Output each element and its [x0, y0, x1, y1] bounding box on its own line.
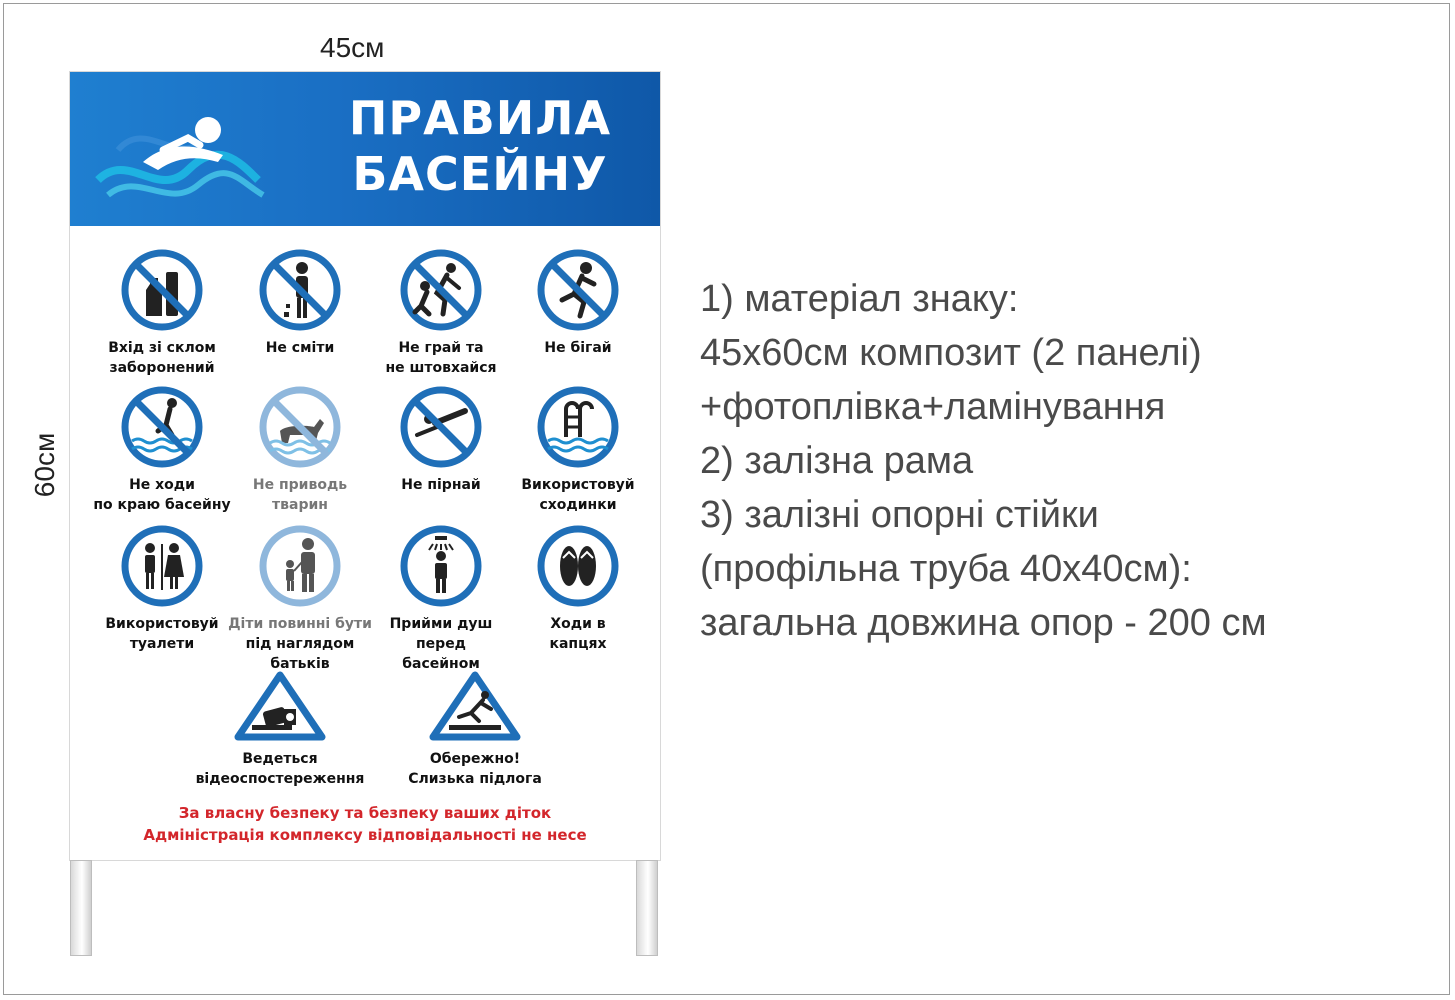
support-post-left	[70, 860, 92, 956]
sign-title	[310, 90, 650, 202]
rule-label-line: Не бігай	[544, 340, 612, 356]
rule-no-walking-edge	[87, 385, 237, 515]
rule-label-line: тварин	[272, 497, 328, 513]
warning-cctv	[180, 669, 380, 789]
no-running-icon	[536, 248, 620, 332]
rule-label-line: Прийми душ	[389, 616, 493, 632]
children-supervision-icon	[258, 524, 342, 608]
spec-line: загальна довжина опор - 200 см	[700, 602, 1267, 644]
warning-label-line: Слизька підлога	[408, 771, 542, 787]
rule-label-line: капцях	[549, 636, 607, 652]
no-glass-icon	[120, 248, 204, 332]
rule-label-line: туалети	[129, 636, 195, 652]
spec-line: 45x60см композит (2 панелі)	[700, 332, 1202, 374]
no-diving-icon	[399, 385, 483, 469]
swimmer-logo-icon	[88, 90, 268, 210]
rule-label-line: Не сміти	[265, 340, 335, 356]
rule-label-line: Використовуй	[105, 616, 219, 632]
spec-line: +фотоплівка+ламінування	[700, 386, 1166, 428]
rule-label-line: Не ходи	[129, 477, 195, 493]
rule-label-line: басейном	[402, 656, 480, 672]
title-line-2: БАСЕЙНУ	[352, 147, 608, 201]
rule-label-line: Не грай та	[398, 340, 484, 356]
specifications-text	[700, 272, 1267, 650]
use-ladder-icon	[536, 385, 620, 469]
rule-label-line: заборонений	[109, 360, 215, 376]
rule-label-line: Ходи в	[550, 616, 606, 632]
pool-rules-sign	[70, 72, 660, 860]
spec-line: 2) залізна рама	[700, 440, 974, 482]
rule-no-diving	[366, 385, 516, 495]
disclaimer-line-2: Адміністрація комплексу відповідальності не несе	[143, 826, 587, 844]
height-dimension-label: 60см	[29, 432, 60, 498]
rule-no-pushing	[366, 248, 516, 378]
warning-slippery-floor	[375, 669, 575, 789]
width-dimension-label: 45см	[320, 32, 385, 63]
rule-shower	[366, 524, 516, 674]
rule-label-line: Не пірнай	[401, 477, 481, 493]
warning-label-line: Обережно!	[429, 751, 521, 767]
use-toilets-icon	[120, 524, 204, 608]
rule-slippers	[503, 524, 653, 654]
support-post-right	[636, 860, 658, 956]
rule-no-pets	[225, 385, 375, 515]
sign-disclaimer	[70, 802, 660, 846]
rule-label-line: перед	[416, 636, 466, 652]
rule-label-line: не штовхайся	[385, 360, 497, 376]
no-walking-edge-icon	[120, 385, 204, 469]
rule-use-toilets	[87, 524, 237, 654]
slippers-icon	[536, 524, 620, 608]
rule-use-ladder	[503, 385, 653, 515]
warning-label-line: відеоспостереження	[195, 771, 365, 787]
shower-icon	[399, 524, 483, 608]
rule-no-littering	[225, 248, 375, 358]
no-pets-icon	[258, 385, 342, 469]
spec-line: 3) залізні опорні стійки	[700, 494, 1099, 536]
sign-header	[70, 72, 660, 226]
title-line-1: ПРАВИЛА	[348, 91, 612, 145]
rule-label-line: батьків	[270, 656, 330, 672]
rule-label-line: Не приводь	[252, 477, 348, 493]
slippery-floor-warning-icon	[427, 669, 523, 743]
spec-line: (профільна труба 40x40см):	[700, 548, 1192, 590]
rule-label-line: сходинки	[539, 497, 617, 513]
no-pushing-icon	[399, 248, 483, 332]
rule-no-glass	[87, 248, 237, 378]
no-littering-icon	[258, 248, 342, 332]
rule-label-line: Вхід зі склом	[108, 340, 216, 356]
cctv-warning-icon	[232, 669, 328, 743]
disclaimer-line-1: За власну безпеку та безпеку ваших діток	[178, 804, 552, 822]
warning-label-line: Ведеться	[242, 751, 318, 767]
rule-label-line: Діти повинні бути	[228, 616, 372, 632]
rule-children-supervision	[225, 524, 375, 674]
rule-no-running	[503, 248, 653, 358]
rule-label-line: по краю басейну	[93, 497, 231, 513]
rule-label-line: Використовуй	[521, 477, 635, 493]
rule-label-line: під наглядом	[245, 636, 355, 652]
spec-line: 1) матеріал знаку:	[700, 278, 1019, 320]
